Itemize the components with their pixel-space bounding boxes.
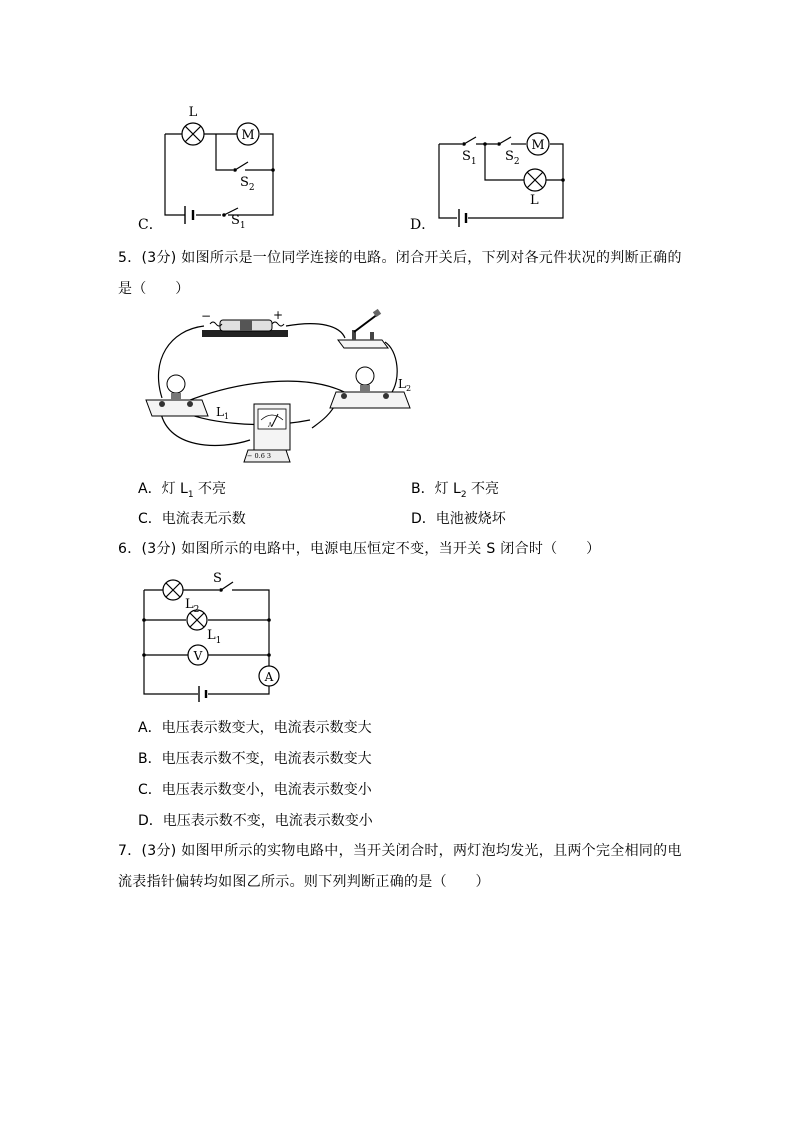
knife-switch-icon bbox=[338, 309, 388, 348]
figure-q5-physical-circuit bbox=[140, 300, 430, 474]
lamp-l1-label: $L_1$ bbox=[207, 628, 222, 646]
battery-plus-label: + bbox=[273, 308, 284, 322]
q6-option-a: A．电压表示数变大，电流表示数变大 bbox=[138, 720, 372, 736]
physical-circuit-diagram bbox=[140, 300, 430, 470]
motor-icon bbox=[237, 123, 259, 145]
motor-icon bbox=[527, 133, 549, 155]
question-6-line-1: 6．(3分) 如图所示的电路中，电源电压恒定不变，当开关 S 闭合时（ ） bbox=[118, 541, 601, 557]
question-5-line-1: 5．(3分) 如图所示是一位同学连接的电路。闭合开关后，下列对各元件状况的判断正确的 bbox=[118, 250, 682, 266]
question-5 bbox=[118, 243, 688, 304]
battery-icon bbox=[185, 206, 193, 224]
battery-icon bbox=[199, 686, 206, 702]
switch-s1-icon bbox=[462, 137, 476, 146]
voltmeter-icon bbox=[188, 645, 208, 665]
q6-option-c: C．电压表示数变小，电流表示数变小 bbox=[138, 782, 372, 798]
option-c-letter: C． bbox=[138, 217, 163, 233]
svg-text:M: M bbox=[241, 128, 255, 143]
switch-s-label: S bbox=[213, 571, 222, 586]
ammeter-icon bbox=[244, 404, 290, 462]
lamp-l1-label: $L_1$ bbox=[216, 405, 230, 421]
circuit-diagram-c bbox=[130, 100, 290, 230]
q5-option-c: C．电流表无示数 bbox=[138, 511, 246, 527]
battery-minus-label: − bbox=[201, 309, 212, 323]
lamp-icon bbox=[524, 169, 546, 191]
lamp-icon bbox=[182, 123, 204, 145]
switch-s1-label: $S_1$ bbox=[462, 149, 477, 167]
figure-option-d bbox=[420, 120, 580, 234]
q5-option-d: D．电池被烧坏 bbox=[411, 511, 506, 527]
question-5-line-2: 是（ ） bbox=[118, 281, 190, 297]
circuit-diagram-q6 bbox=[135, 568, 295, 703]
q6-option-b: B．电压表示数不变，电流表示数变大 bbox=[138, 751, 372, 767]
lamp-l2-label: $L_2$ bbox=[398, 377, 412, 393]
ammeter-terminals-label: − 0.6 3 bbox=[247, 452, 272, 460]
switch-s1-label: $S_1$ bbox=[231, 213, 246, 230]
battery-icon bbox=[459, 209, 466, 227]
lamp-l2-icon bbox=[163, 580, 183, 600]
battery-holder-icon bbox=[202, 320, 288, 337]
switch-s2-label: $S_2$ bbox=[505, 149, 520, 167]
lamp-l2-label: $L_2$ bbox=[185, 597, 200, 615]
option-d-letter: D． bbox=[410, 217, 436, 233]
q5-option-a: A．灯 $L_1$ 不亮 bbox=[138, 481, 227, 500]
svg-text:A: A bbox=[264, 670, 274, 684]
lamp-l1-icon bbox=[146, 375, 208, 416]
svg-text:A: A bbox=[268, 422, 273, 429]
svg-text:V: V bbox=[193, 649, 203, 663]
question-7-line-1: 7．(3分) 如图甲所示的实物电路中，当开关闭合时，两灯泡均发光，且两个完全相同的电 bbox=[118, 843, 682, 859]
figure-q6-circuit bbox=[135, 568, 295, 707]
switch-s2-icon bbox=[497, 137, 511, 146]
svg-text:M: M bbox=[531, 138, 545, 153]
lamp-label: L bbox=[188, 105, 198, 120]
lamp-label: L bbox=[530, 193, 539, 208]
switch-s2-label: $S_2$ bbox=[240, 175, 255, 193]
question-7 bbox=[118, 836, 688, 897]
question-7-line-2: 流表指针偏转均如图乙所示。则下列判断正确的是（ ） bbox=[118, 874, 490, 890]
q5-option-b: B．灯 $L_2$ 不亮 bbox=[411, 481, 500, 500]
circuit-diagram-d bbox=[420, 120, 580, 230]
q6-option-d: D．电压表示数不变，电流表示数变小 bbox=[138, 813, 373, 829]
question-6 bbox=[118, 534, 688, 564]
ammeter-icon bbox=[259, 666, 279, 686]
